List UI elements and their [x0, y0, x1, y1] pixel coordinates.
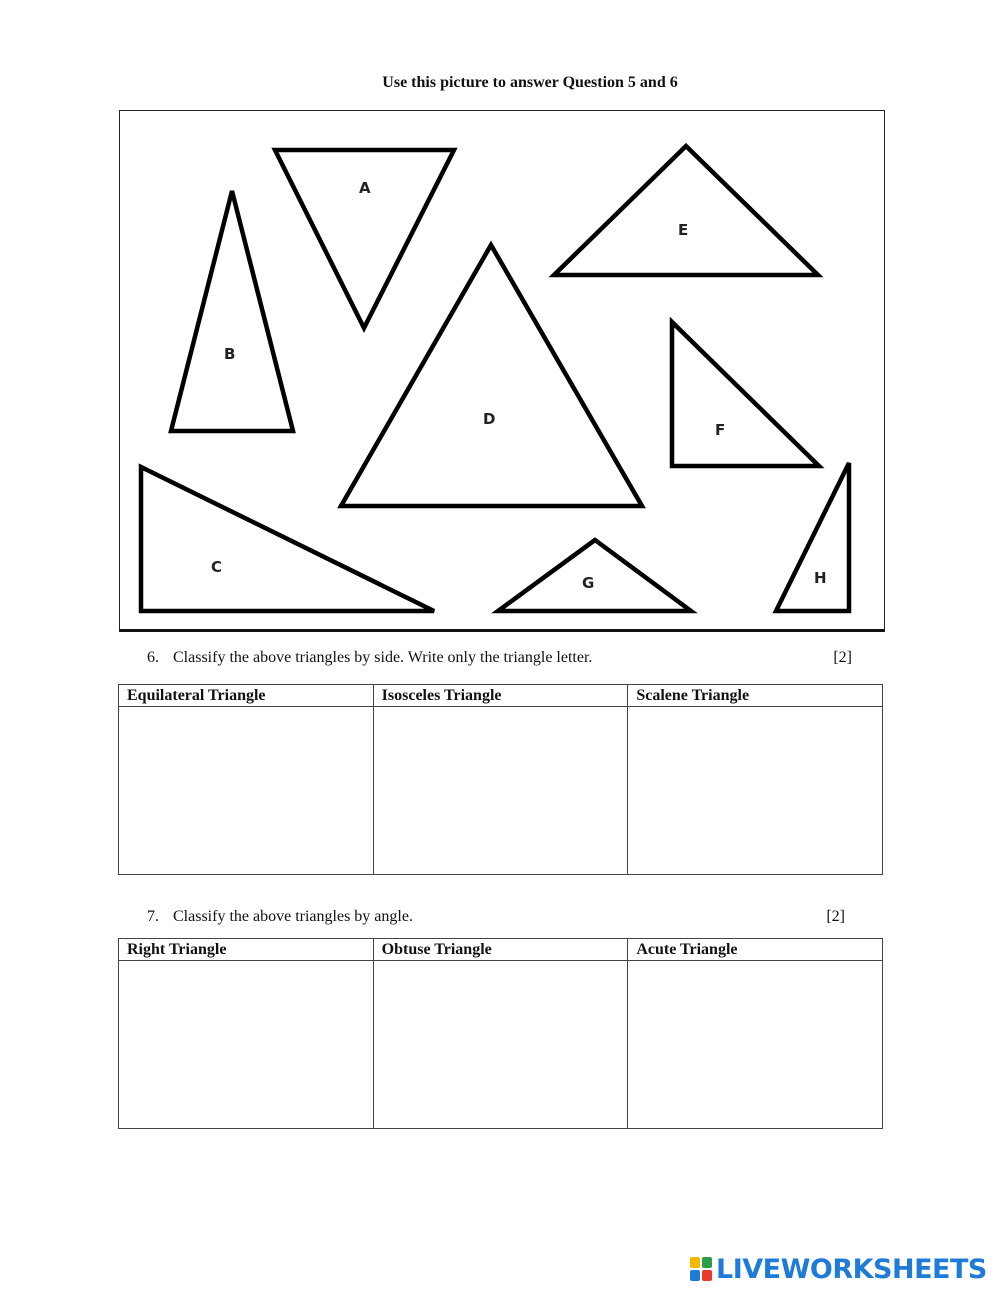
figure-caption: Use this picture to answer Question 5 and 6	[382, 74, 678, 91]
triangle-a	[275, 150, 454, 328]
q7-header-acute: Acute Triangle	[628, 939, 883, 961]
triangle-c	[141, 467, 434, 611]
question-6-number: 6.	[147, 649, 159, 666]
question-6-marks: [2]	[833, 649, 852, 666]
q6-answer-equilateral[interactable]	[119, 707, 374, 875]
triangle-e	[554, 146, 818, 275]
triangle-a-label: A	[359, 179, 371, 197]
triangle-g-label: G	[582, 574, 595, 592]
logo-tiles-icon	[690, 1257, 712, 1281]
q6-header-scalene: Scalene Triangle	[628, 685, 883, 707]
liveworksheets-logo	[690, 1250, 987, 1288]
triangle-b-label: B	[224, 345, 236, 363]
triangle-c-label: C	[211, 558, 223, 576]
triangle-g	[498, 540, 691, 611]
q6-header-isosceles: Isosceles Triangle	[373, 685, 628, 707]
q7-header-right: Right Triangle	[119, 939, 374, 961]
question-7-number: 7.	[147, 908, 159, 925]
question-7-answer-table	[118, 938, 883, 1129]
q7-answer-acute[interactable]	[628, 961, 883, 1129]
q7-answer-obtuse[interactable]	[373, 961, 628, 1129]
triangle-h-label: H	[814, 569, 827, 587]
triangle-b	[171, 191, 293, 431]
triangle-e-label: E	[678, 221, 689, 239]
logo-text: LIVEWORKSHEETS	[716, 1253, 987, 1285]
q6-answer-isosceles[interactable]	[373, 707, 628, 875]
triangle-f	[672, 322, 819, 466]
question-7-text: Classify the above triangles by angle.	[173, 908, 413, 925]
triangles-figure	[119, 110, 885, 632]
question-6	[147, 649, 852, 667]
q7-header-obtuse: Obtuse Triangle	[373, 939, 628, 961]
q7-answer-right[interactable]	[119, 961, 374, 1129]
triangle-h	[776, 463, 849, 611]
triangle-d-label: D	[483, 410, 496, 428]
question-6-text: Classify the above triangles by side. Write only the triangle letter.	[173, 649, 593, 666]
triangles-drawing	[120, 111, 886, 633]
q6-answer-scalene[interactable]	[628, 707, 883, 875]
q6-header-equilateral: Equilateral Triangle	[119, 685, 374, 707]
question-7	[147, 908, 845, 926]
question-6-answer-table	[118, 684, 883, 875]
question-7-marks: [2]	[826, 908, 845, 925]
triangle-f-label: F	[715, 421, 726, 439]
